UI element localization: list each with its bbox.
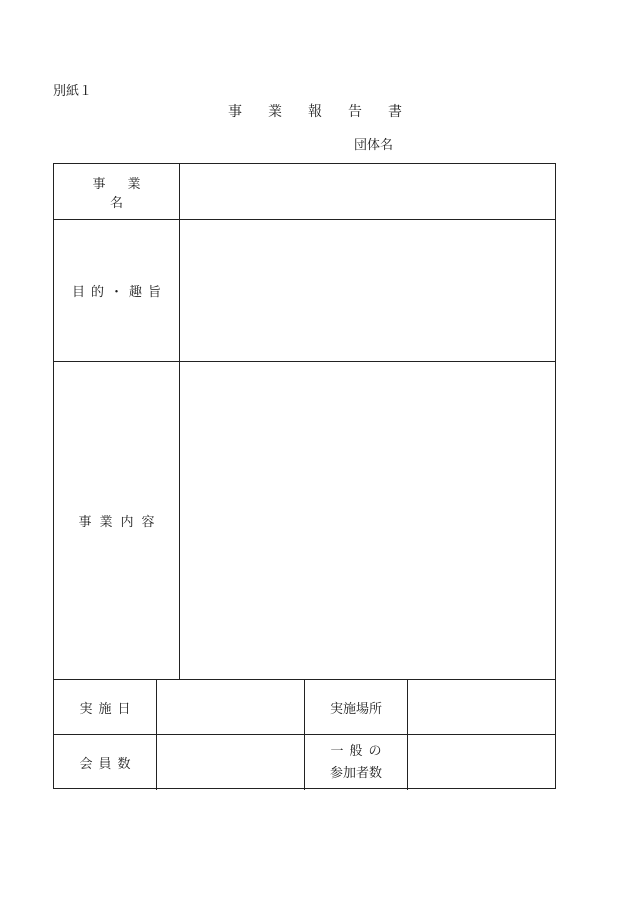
date-label-cell [54, 680, 157, 734]
document-title: 事業報告書 [228, 104, 428, 120]
date-label: 実施日 [79, 701, 137, 717]
purpose-label: 目的・趣旨 [71, 285, 167, 300]
row-participants [54, 735, 555, 790]
venue-input[interactable] [408, 680, 555, 734]
project-name-input[interactable] [180, 164, 555, 219]
content-label-cell [54, 362, 180, 679]
venue-label-cell [305, 680, 408, 734]
row-purpose [54, 220, 555, 362]
row-project-name [54, 164, 555, 220]
members-label-cell [54, 735, 157, 790]
date-input[interactable] [157, 680, 305, 734]
venue-label: 実施場所 [329, 701, 382, 717]
project-name-label: 事業名 [92, 176, 163, 211]
organization-label: 団体名 [354, 138, 394, 153]
purpose-label-cell [54, 220, 180, 361]
general-participants-label-line1: 一般の [330, 743, 388, 759]
general-participants-label-line2: 参加者数 [329, 765, 382, 781]
content-input[interactable] [180, 362, 555, 679]
members-input[interactable] [157, 735, 305, 790]
members-label: 会員数 [79, 757, 137, 772]
row-content [54, 362, 555, 680]
content-label: 事業内容 [78, 515, 163, 530]
project-name-label-cell [54, 164, 180, 219]
general-participants-input[interactable] [408, 735, 555, 790]
general-participants-label [324, 741, 387, 785]
general-participants-label-cell [305, 735, 408, 790]
purpose-input[interactable] [180, 220, 555, 361]
attachment-label: 別紙１ [53, 84, 93, 99]
row-date-venue [54, 680, 555, 735]
report-form-table [53, 163, 556, 789]
